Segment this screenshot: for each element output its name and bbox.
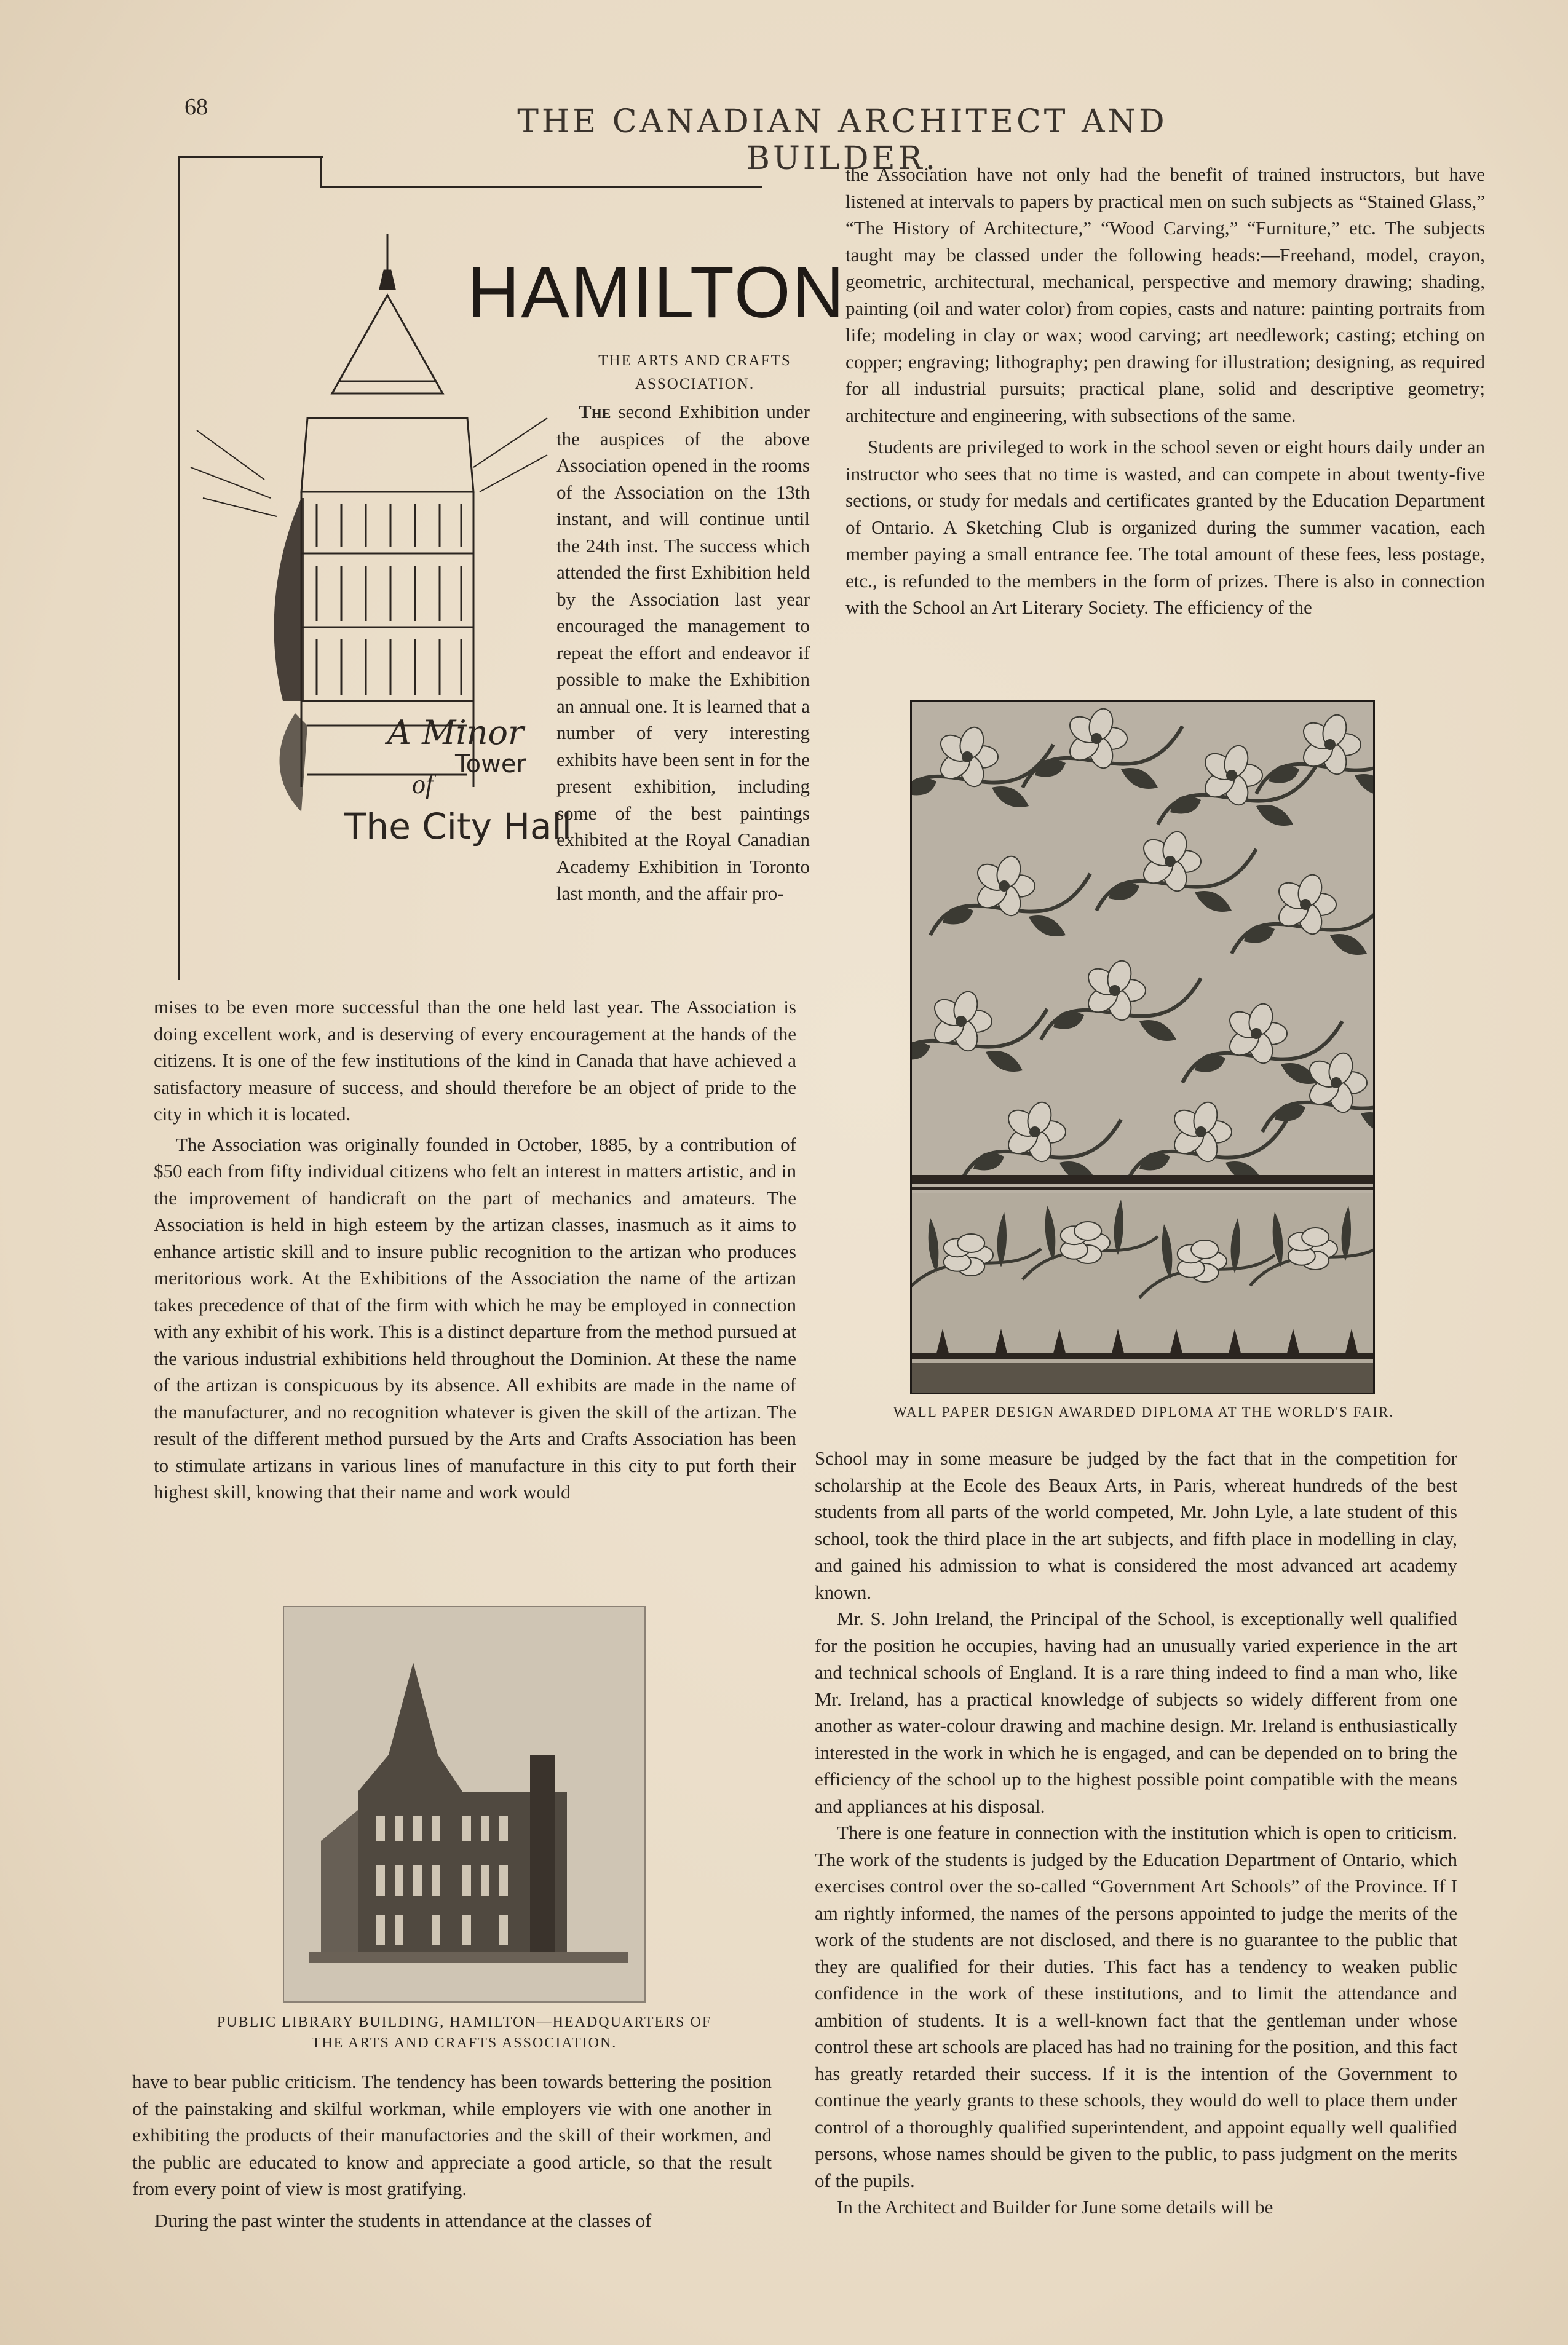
lead-word: The	[579, 401, 611, 422]
paragraph-principal: Mr. S. John Ireland, the Principal of the School, is exceptionally well qualified for the position he occupies, having had an unusually varied experience in the art and technical schools of England. It is a rare thing indeed to find a man who, like Mr. Ireland, has a practical knowledge of subjects so widely different from one another as water-colour drawing and machine design. Mr. Ireland is enthusiastically interested in the work in which he is engaged, and can be depended on to bring the efficiency of the school up to the highest possible point compatible with the means and appliances at his disposal.	[815, 1608, 1457, 1817]
paragraph-next-issue: In the Architect and Builder for June some details will be	[837, 2196, 1273, 2218]
left-column-text-lower	[132, 2068, 772, 2314]
page-number: 68	[184, 94, 208, 120]
title-frame-left	[178, 156, 180, 980]
paragraph-intro-continued: mises to be even more successful than the one held last year. The Association is doing excellent work, and is deserving of every encouragement at the hands of the citizens. It is one of the few institutions of the kind in Canada that have achieved a satisfactory measure of success, and should therefore be an object of pride to the city in which it is located.	[154, 996, 796, 1125]
subheading-line-1: THE ARTS AND CRAFTS	[598, 352, 791, 369]
article-title: HAMILTON	[467, 252, 845, 333]
title-frame-top-left	[178, 156, 323, 158]
paragraph-scholarship: School may in some measure be judged by the fact that in the competition for scholarship at the Ecole des Beaux Arts, in Paris, whereat hundreds of the best students from all parts of the world competed, Mr. John Lyle, a late student of this school, took the third place in the art subjects, and fifth place in modelling in clay, and gained his admission to what is considered the most advanced art academy known.	[815, 1447, 1457, 1603]
title-frame-step	[320, 156, 322, 187]
subheading-line-2: ASSOCIATION.	[635, 376, 755, 392]
sketch-label-of: of	[412, 769, 434, 799]
title-frame-top-right	[320, 186, 762, 188]
right-column-text-upper	[845, 161, 1485, 690]
wallpaper-pattern	[912, 702, 1373, 1393]
library-caption-line-1: PUBLIC LIBRARY BUILDING, HAMILTON—HEADQUARTERS OF	[216, 2014, 712, 2030]
paragraph-subjects: the Association have not only had the benefit of trained instructors, but have listened at intervals to papers by practical men on such subjects as “Stained Glass,” “The History of Architecture,” “Wood Carving,” “Furniture,” etc. The subjects taught may be classed under the following heads:—Freehand, model, crayon, geometric, architectural, mechanical, perspective and memory drawing; shading, painting (oil and water color) from copies, casts and nature: painting portraits from life; modeling in clay or wax; wood carving; art needlework; casting; etching on copper; engraving; lithography; pen drawing for illustration; designing, as required for all industrial pursuits; practical plane, solid and descriptive geometry; architecture and engineering, with subsections of the same.	[845, 164, 1485, 426]
sketch-label-a-minor: A Minor	[387, 713, 524, 752]
paragraph-criticism: have to bear public criticism. The tendency has been towards bettering the position of the painstaking and skilful workman, while employers vie with one another in exhibiting the products of their manufactories and the skill of their workmen, and the public are educated to know and appreciate a good article, so that the result from every point of view is most gratifying.	[132, 2071, 772, 2199]
article-subheading	[566, 349, 824, 396]
wallpaper-design-image	[910, 700, 1375, 1394]
paragraph-founding: The Association was originally founded in October, 1885, by a contribution of $50 each from fifty individual citizens who felt an interest in matters artistic, and in the improvement of handicraft on the part of mechanics and amateurs. The Association is held in high esteem by the artizan classes, inasmuch as it aims to enhance artistic skill and to insure public recognition to the artizan who produces meritorious work. At the Exhibitions of the Association the name of the artizan takes precedence of that of the firm with which he may be employed in connection with any exhibit of his work. This is a distinct departure from the method pursued at the various industrial exhibitions held throughout the Dominion. At these the name of the artizan is conspicuous by its absence. All exhibits are made in the name of the manufacturer, and no recognition whatever is given the skill of the artizan. The result of the different method pursued by the Arts and Crafts Association has been to stimulate artizans in various lines of manufacture in this city to put forth their highest skill, knowing that their name and work would	[154, 1133, 796, 1503]
paragraph-students: During the past winter the students in attendance at the classes of	[154, 2209, 652, 2231]
right-column-text-lower	[815, 1445, 1457, 2330]
paragraph-feature: There is one feature in connection with the institution which is open to criticism. The work of the students is judged by the Education Department of Ontario, which exercises control over the so-called “Government Art Schools” of the Province. If I am rightly informed, the names of the persons appointed to judge the merits of the work of the students are not disclosed, and there is no guarantee to the public that they are qualified for their duties. This fact has a tendency to weaken public confidence in the work of these institutions, and to limit the attendance and ambition of students. It is a well-known fact that the gentleman under whose control these art schools are placed has had no training for the position, and this fact has greatly retarded their success. If it is the intention of the Government to continue the yearly grants to these schools, they would do well to place them under control of a thoroughly qualified superintendent, and appoint equally well qualified persons, whose names should be given to the public, to pass judgment on the merits of the pupils.	[815, 1822, 1457, 2191]
left-column-narrow-text	[556, 398, 810, 1001]
sketch-label-tower: Tower	[455, 750, 526, 778]
wallpaper-caption: WALL PAPER DESIGN AWARDED DIPLOMA AT THE WORLD'S FAIR.	[893, 1404, 1395, 1420]
city-hall-tower-sketch	[184, 234, 553, 984]
left-column-text-upper	[154, 994, 796, 1584]
paragraph-privileges: Students are privileged to work in the school seven or eight hours daily under an instructor who sees that no time is wasted, and can compete in about twenty-five sections, or study for medals and certificates granted by the Education Department of Ontario. A Sketching Club is organized during the summer vacation, each member paying a small entrance fee. The total amount of these fees, less postage, etc., is refunded to the members in the form of prizes. There is also in connection with the School an Art Literary Society. The efficiency of the	[845, 436, 1485, 618]
running-head: THE CANADIAN ARCHITECT AND BUILDER.	[517, 103, 1168, 177]
sketch-label-city-hall: The City Hall	[344, 805, 572, 847]
paragraph-intro	[556, 398, 810, 907]
library-caption-line-2: THE ARTS AND CRAFTS ASSOCIATION.	[311, 2035, 617, 2051]
library-building-image	[283, 1606, 646, 2003]
library-building-engraving	[284, 1607, 644, 2001]
intro-text: second Exhibition under the auspices of the above Association opened in the rooms of the Association on the 13th instant, and will continue until the 24th inst. The success which attended the first Exhibition held by the Association last year encouraged the management to repeat the effort and endeavor if possible to make the Exhibition an annual one. It is learned that a number of very interesting exhibits have been sent in for the present exhibition, including some of the best paintings exhibited at the Royal Canadian Academy Exhibition in Toronto last month, and the affair pro-	[556, 401, 810, 904]
library-caption	[203, 2012, 726, 2054]
